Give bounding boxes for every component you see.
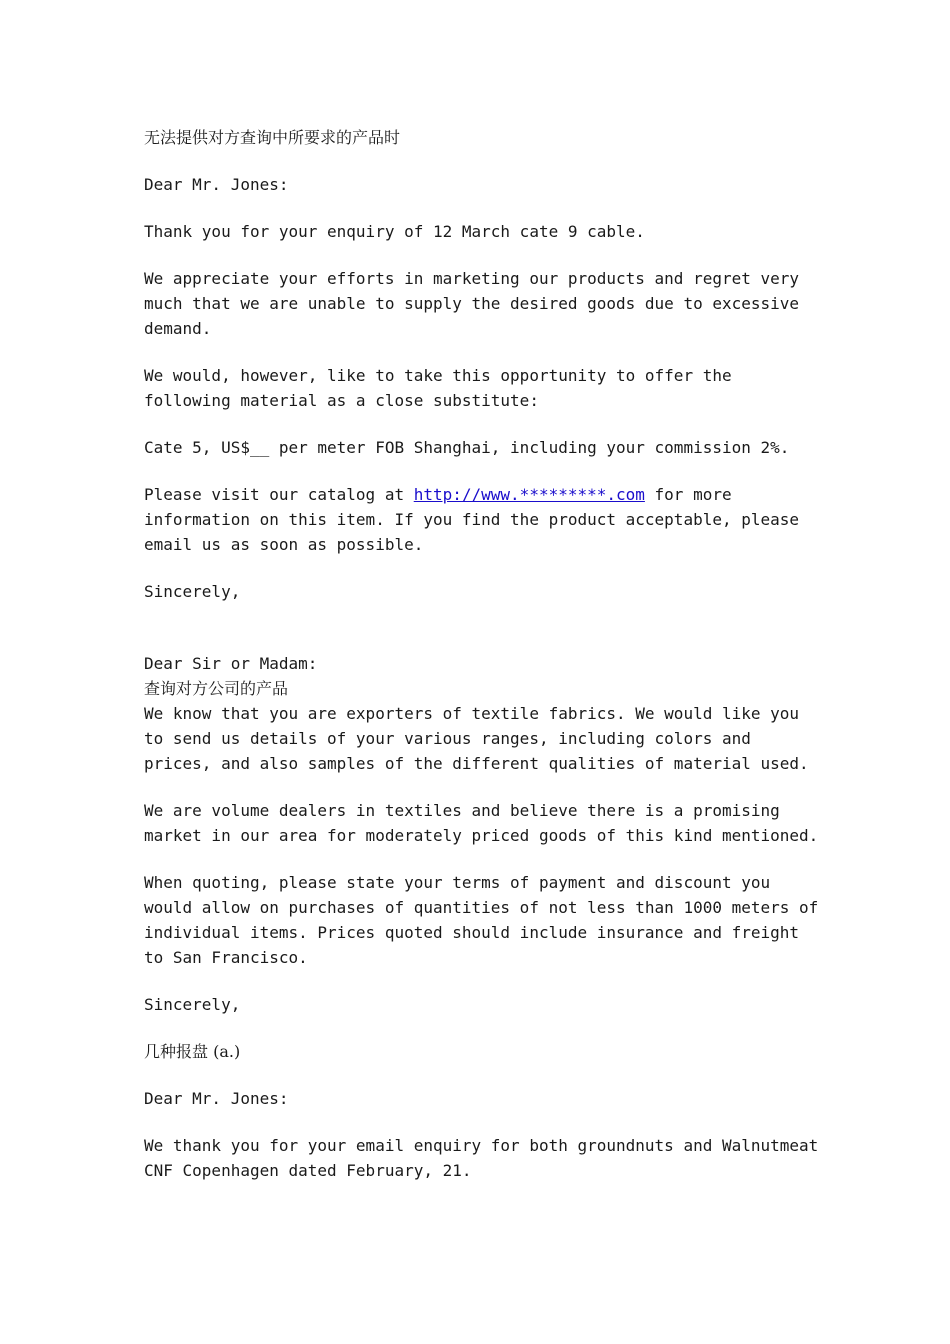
letter1-catalog-paragraph	[144, 482, 824, 557]
letter1-closing: Sincerely,	[144, 582, 241, 601]
letter1-paragraph: Thank you for your enquiry of 12 March cate 9 cable.	[144, 222, 645, 241]
catalog-text-before: Please visit our catalog at	[144, 485, 414, 504]
letter1-salutation: Dear Mr. Jones:	[144, 175, 289, 194]
letter2-paragraph: We know that you are exporters of textile fabrics. We would like you to send us details of your various ranges, including colors and prices, and also samples of the different qualities of material used.	[144, 704, 809, 773]
letter3-salutation: Dear Mr. Jones:	[144, 1089, 289, 1108]
letter1-paragraph: We appreciate your efforts in marketing our products and regret very much that we are unable to supply the desired goods due to excessive demand.	[144, 269, 809, 338]
letter2-paragraph: We are volume dealers in textiles and believe there is a promising market in our area for moderately priced goods of this kind mentioned.	[144, 801, 819, 845]
catalog-link[interactable]: http://www.*********.com	[413, 485, 645, 504]
document-body	[144, 125, 828, 1205]
letter2-salutation: Dear Sir or Madam:	[144, 654, 318, 673]
catalog-text-after: for more information on this item. If you find the product acceptable, please email us as soon as possible.	[144, 485, 809, 554]
section-heading-offers: 几种报盘 (a.)	[144, 1042, 241, 1061]
letter1-paragraph: We would, however, like to take this opportunity to offer the following material as a close substitute:	[144, 366, 742, 410]
section-heading-enquiry-products: 查询对方公司的产品	[144, 679, 289, 698]
letter1-paragraph: Cate 5, US$__ per meter FOB Shanghai, including your commission 2%.	[144, 438, 790, 457]
letter3-paragraph: We thank you for your email enquiry for both groundnuts and Walnutmeat CNF Copenhagen dated February, 21.	[144, 1136, 828, 1180]
letter2-paragraph: When quoting, please state your terms of payment and discount you would allow on purchases of quantities of not less than 1000 meters of individual items. Prices quoted should include insurance and freight to San Francisco.	[144, 873, 828, 967]
section-heading-unable-to-supply: 无法提供对方查询中所要求的产品时	[144, 128, 401, 147]
letter2-closing: Sincerely,	[144, 995, 241, 1014]
